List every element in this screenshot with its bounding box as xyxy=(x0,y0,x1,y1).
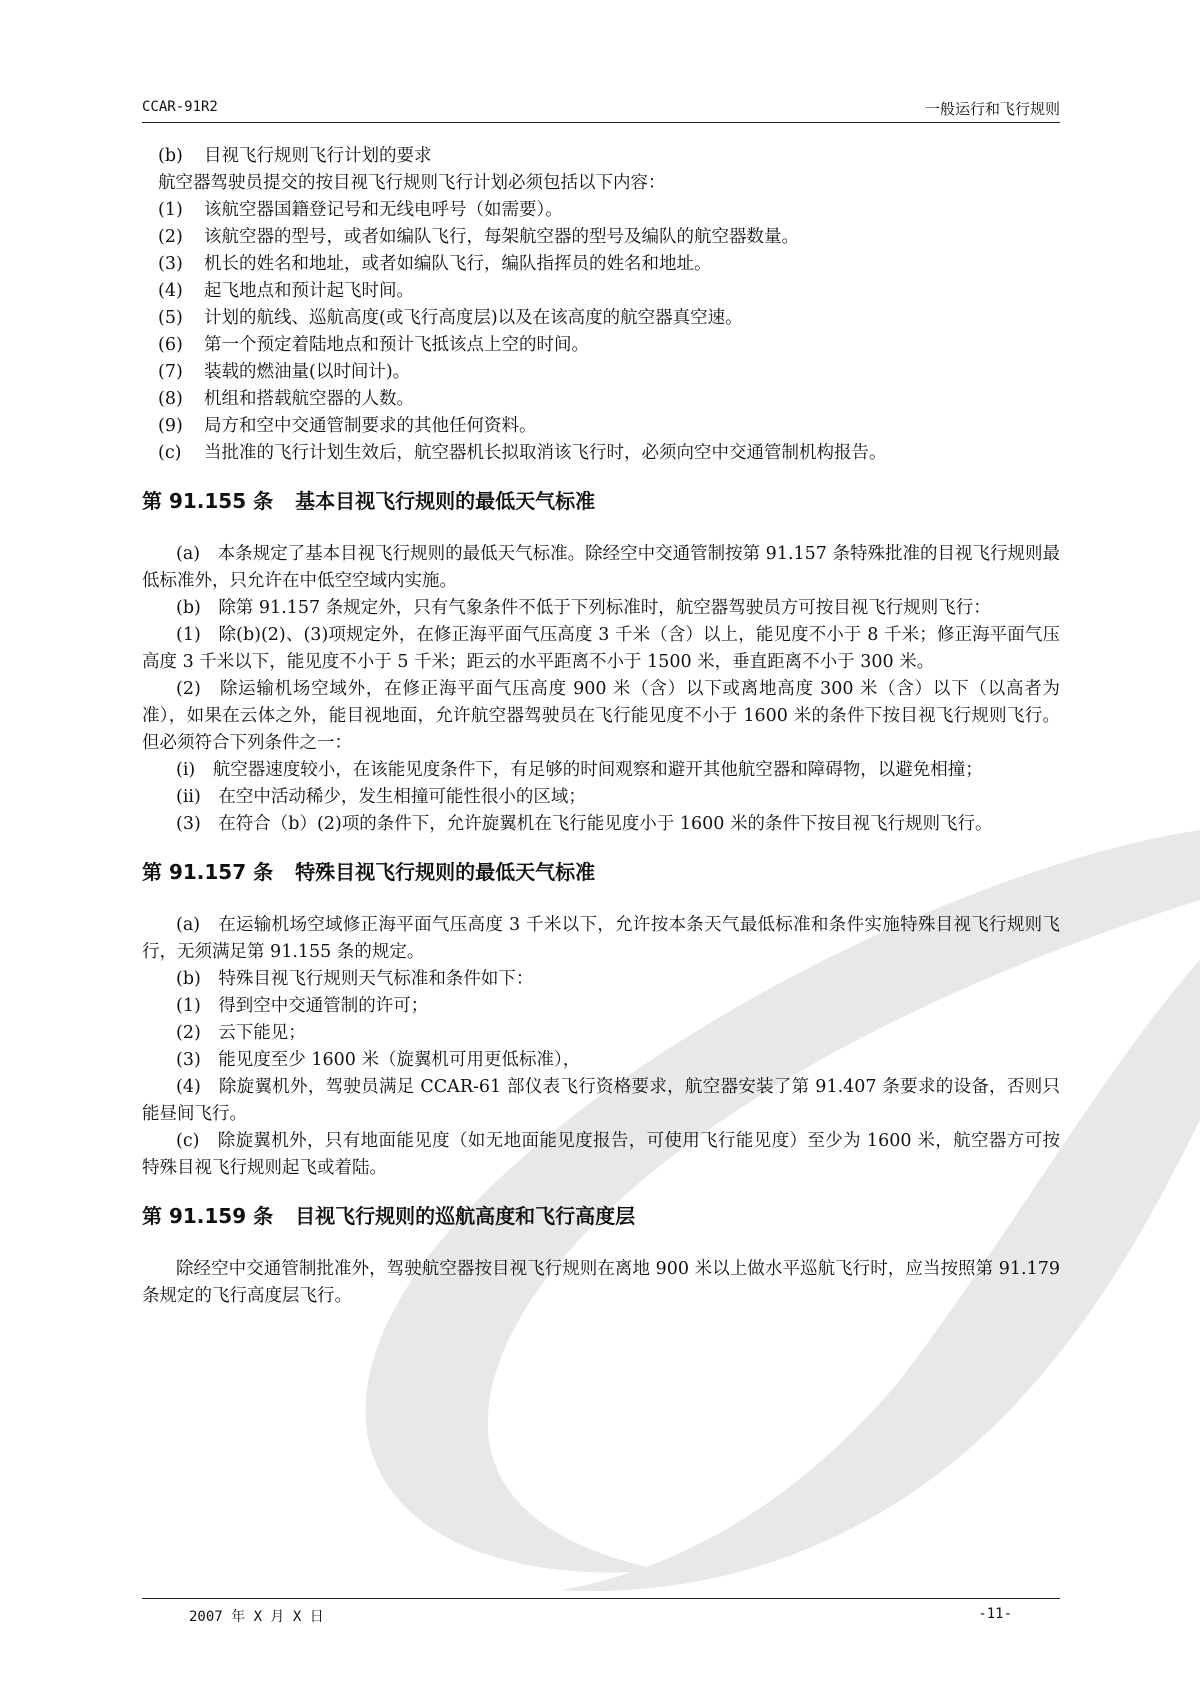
paragraph: (c) 除旋翼机外，只有地面能见度（如无地面能见度报告，可使用飞行能见度）至少为 1600 米，航空器方可按特殊目视飞行规则起飞或着陆。 xyxy=(142,1131,1060,1178)
publication-date: 2007 年 X 月 X 日 xyxy=(189,1609,324,1625)
paragraph: (i) 航空器速度较小，在该能见度条件下，有足够的时间观察和避开其他航空器和障碍物，以避免相撞； xyxy=(176,760,983,780)
section-heading-91-157 xyxy=(142,858,1060,886)
page-body xyxy=(142,143,1060,1310)
footer-rule xyxy=(142,1598,1060,1599)
list-item: (8) 机组和搭载航空器的人数。 xyxy=(158,389,414,409)
paragraph: (b) 特殊目视飞行规则天气标准和条件如下： xyxy=(176,969,534,989)
section-heading-91-155 xyxy=(142,487,1060,515)
list-item: (9) 局方和空中交通管制要求的其他任何资料。 xyxy=(158,416,537,436)
section-heading-91-159 xyxy=(142,1202,1060,1230)
section-number: 第 91.157 条 xyxy=(142,860,274,884)
list-item: (6) 第一个预定着陆地点和预计飞抵该点上空的时间。 xyxy=(158,335,589,355)
list-item: (5) 计划的航线、巡航高度(或飞行高度层)以及在该高度的航空器真空速。 xyxy=(158,308,743,328)
document-code: CCAR-91R2 xyxy=(142,99,218,115)
list-item: (4) 起飞地点和预计起飞时间。 xyxy=(158,281,414,301)
page-footer xyxy=(142,1606,1060,1630)
section-title: 目视飞行规则的巡航高度和飞行高度层 xyxy=(295,1204,636,1228)
page-header xyxy=(142,96,1060,120)
section-title: 特殊目视飞行规则的最低天气标准 xyxy=(295,860,596,884)
paragraph: (1) 得到空中交通管制的许可； xyxy=(176,996,429,1016)
header-rule xyxy=(142,122,1060,123)
paragraph: (a) 本条规定了基本目视飞行规则的最低天气标准。除经空中交通管制按第 91.157 条特殊批准的目视飞行规则最低标准外，只允许在中低空空域内实施。 xyxy=(142,544,1060,591)
paragraph: (2) 除运输机场空域外，在修正海平面气压高度 900 米（含）以下或离地高度 300 米（含）以下（以高者为准），如果在云体之外，能目视地面，允许航空器驾驶员在飞行能见度不小于 1600 米的条件下按目视飞行规则飞行。但必须符合下列条件之一： xyxy=(142,679,1060,753)
intro-text: 航空器驾驶员提交的按目视飞行规则飞行计划必须包括以下内容： xyxy=(158,173,666,193)
list-item: (c) 当批准的飞行计划生效后，航空器机长拟取消该飞行时，必须向空中交通管制机构报告。 xyxy=(158,443,887,463)
paragraph: (a) 在运输机场空域修正海平面气压高度 3 千米以下，允许按本条天气最低标准和条件实施特殊目视飞行规则飞行，无须满足第 91.155 条的规定。 xyxy=(142,915,1060,962)
paragraph: (3) 能见度至少 1600 米（旋翼机可用更低标准）， xyxy=(176,1050,581,1070)
paragraph: (2) 云下能见； xyxy=(176,1023,306,1043)
paragraph: (b) 除第 91.157 条规定外，只有气象条件不低于下列标准时，航空器驾驶员方可按目视飞行规则飞行： xyxy=(176,598,991,618)
section-number: 第 91.155 条 xyxy=(142,489,274,513)
paragraph: (3) 在符合（b）(2)项的条件下，允许旋翼机在飞行能见度小于 1600 米的条件下按目视飞行规则飞行。 xyxy=(176,814,993,834)
page-number: -11- xyxy=(978,1606,1012,1622)
list-item: (3) 机长的姓名和地址，或者如编队飞行，编队指挥员的姓名和地址。 xyxy=(158,254,712,274)
section-title: 基本目视飞行规则的最低天气标准 xyxy=(295,489,596,513)
list-item: (7) 装载的燃油量(以时间计)。 xyxy=(158,362,411,382)
section-number: 第 91.159 条 xyxy=(142,1204,274,1228)
list-item: (2) 该航空器的型号，或者如编队飞行，每架航空器的型号及编队的航空器数量。 xyxy=(158,227,799,247)
paragraph: 除经空中交通管制批准外，驾驶航空器按目视飞行规则在离地 900 米以上做水平巡航飞行时，应当按照第 91.179 条规定的飞行高度层飞行。 xyxy=(142,1259,1060,1306)
paragraph: (4) 除旋翼机外，驾驶员满足 CCAR-61 部仪表飞行资格要求，航空器安装了第 91.407 条要求的设备，否则只能昼间飞行。 xyxy=(142,1077,1060,1124)
list-item: (b) 目视飞行规则飞行计划的要求 xyxy=(158,146,432,166)
document-section-title: 一般运行和飞行规则 xyxy=(924,100,1060,118)
paragraph: (1) 除(b)(2)、(3)项规定外，在修正海平面气压高度 3 千米（含）以上，能见度不小于 8 千米；修正海平面气压高度 3 千米以下，能见度不小于 5 千米；距云的水平距离不小于 1500 米，垂直距离不小于 300 米。 xyxy=(142,625,1060,672)
paragraph: (ii) 在空中活动稀少，发生相撞可能性很小的区域； xyxy=(176,787,586,807)
subsection-title: 目视飞行规则飞行计划的要求 xyxy=(204,146,432,166)
list-item: (1) 该航空器国籍登记号和无线电呼号（如需要）。 xyxy=(158,200,563,220)
